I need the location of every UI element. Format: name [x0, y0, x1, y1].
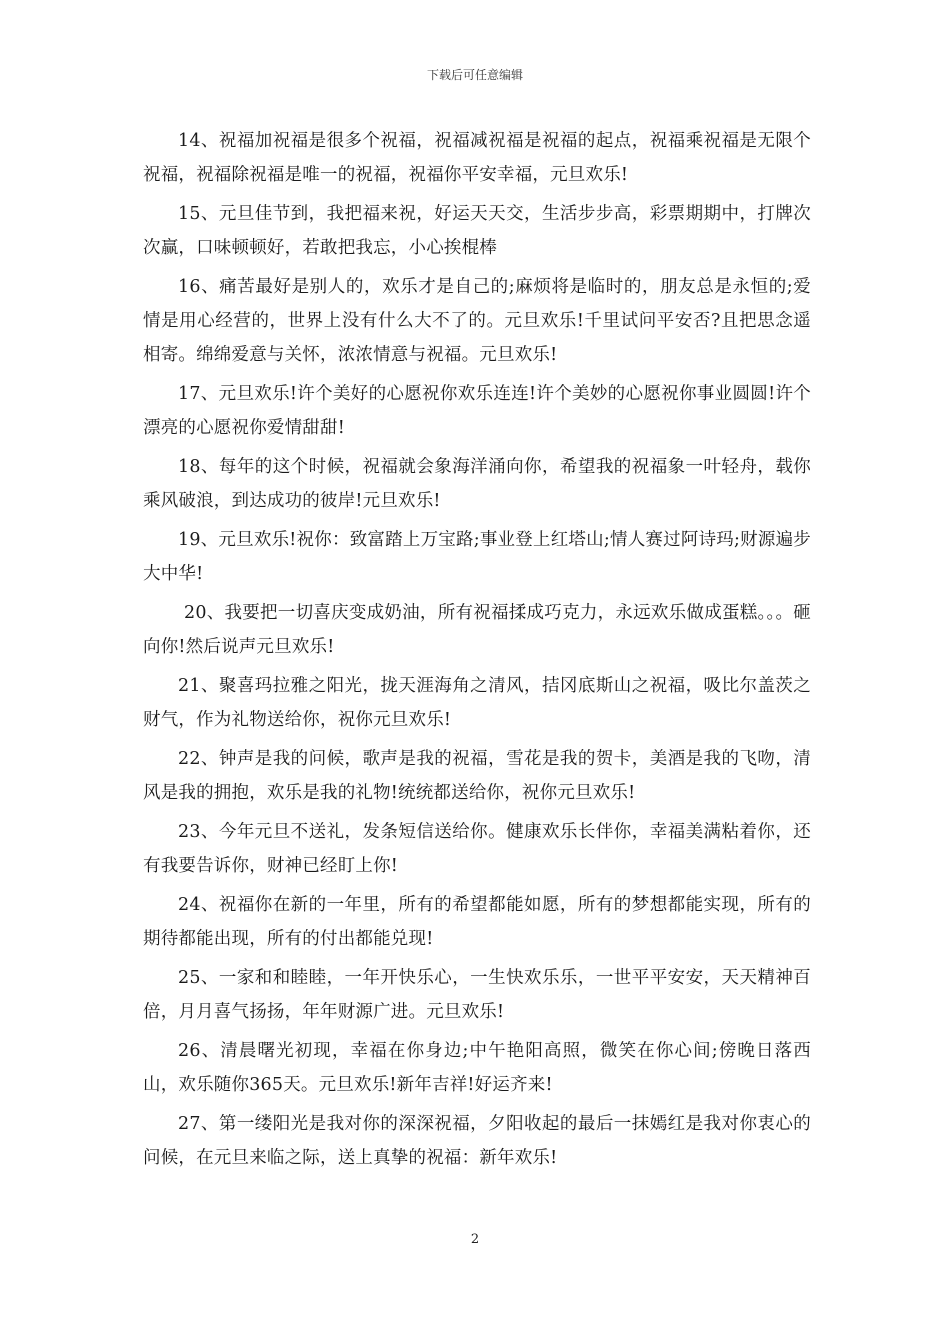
paragraph-19: 19、元旦欢乐!祝你：致富踏上万宝路;事业登上红塔山;情人赛过阿诗玛;财源遍步大中华!	[143, 530, 811, 584]
paragraph-14: 14、祝福加祝福是很多个祝福，祝福减祝福是祝福的起点，祝福乘祝福是无限个祝福，祝福除祝福是唯一的祝福，祝福你平安幸福，元旦欢乐!	[143, 131, 811, 185]
paragraph-22: 22、钟声是我的问候，歌声是我的祝福，雪花是我的贺卡，美酒是我的飞吻，清风是我的拥抱，欢乐是我的礼物!统统都送给你，祝你元旦欢乐!	[143, 749, 811, 803]
document-body	[143, 124, 811, 1180]
paragraph-17: 17、元旦欢乐!许个美好的心愿祝你欢乐连连!许个美妙的心愿祝你事业圆圆!许个漂亮的心愿祝你爱情甜甜!	[143, 384, 811, 438]
paragraph-18: 18、每年的这个时候，祝福就会象海洋涌向你，希望我的祝福象一叶轻舟，载你乘风破浪，到达成功的彼岸!元旦欢乐!	[143, 457, 811, 511]
page-header: 下载后可任意编辑	[426, 68, 523, 82]
page-number: 2	[470, 1232, 480, 1247]
paragraph-25: 25、一家和和睦睦，一年开快乐心，一生快欢乐乐，一世平平安安，天天精神百倍，月月喜气扬扬，年年财源广进。元旦欢乐!	[143, 968, 811, 1022]
paragraph-21: 21、聚喜玛拉雅之阳光，拢天涯海角之清风，拮冈底斯山之祝福，吸比尔盖茨之财气，作为礼物送给你，祝你元旦欢乐!	[143, 676, 811, 730]
paragraph-20: 20、我要把一切喜庆变成奶油，所有祝福揉成巧克力，永远欢乐做成蛋糕。。。砸向你!然后说声元旦欢乐!	[143, 603, 811, 657]
paragraph-15: 15、元旦佳节到，我把福来祝，好运天天交，生活步步高，彩票期期中，打牌次次赢，口味顿顿好，若敢把我忘，小心挨棍棒	[143, 204, 811, 258]
paragraph-24: 24、祝福你在新的一年里，所有的希望都能如愿，所有的梦想都能实现，所有的期待都能出现，所有的付出都能兑现!	[143, 895, 811, 949]
paragraph-27: 27、第一缕阳光是我对你的深深祝福，夕阳收起的最后一抹嫣红是我对你衷心的问候，在元旦来临之际，送上真挚的祝福：新年欢乐!	[143, 1114, 811, 1168]
paragraph-26: 26、清晨曙光初现，幸福在你身边;中午艳阳高照，微笑在你心间;傍晚日落西山，欢乐随你365天。元旦欢乐!新年吉祥!好运齐来!	[143, 1041, 811, 1095]
paragraph-16: 16、痛苦最好是别人的，欢乐才是自己的;麻烦将是临时的，朋友总是永恒的;爱情是用心经营的，世界上没有什么大不了的。元旦欢乐!千里试问平安否?且把思念遥相寄。绵绵爱意与关怀，浓浓情意与祝福。元旦欢乐!	[143, 277, 811, 365]
paragraph-23: 23、今年元旦不送礼，发条短信送给你。健康欢乐长伴你，幸福美满粘着你，还有我要告诉你，财神已经盯上你!	[143, 822, 811, 876]
